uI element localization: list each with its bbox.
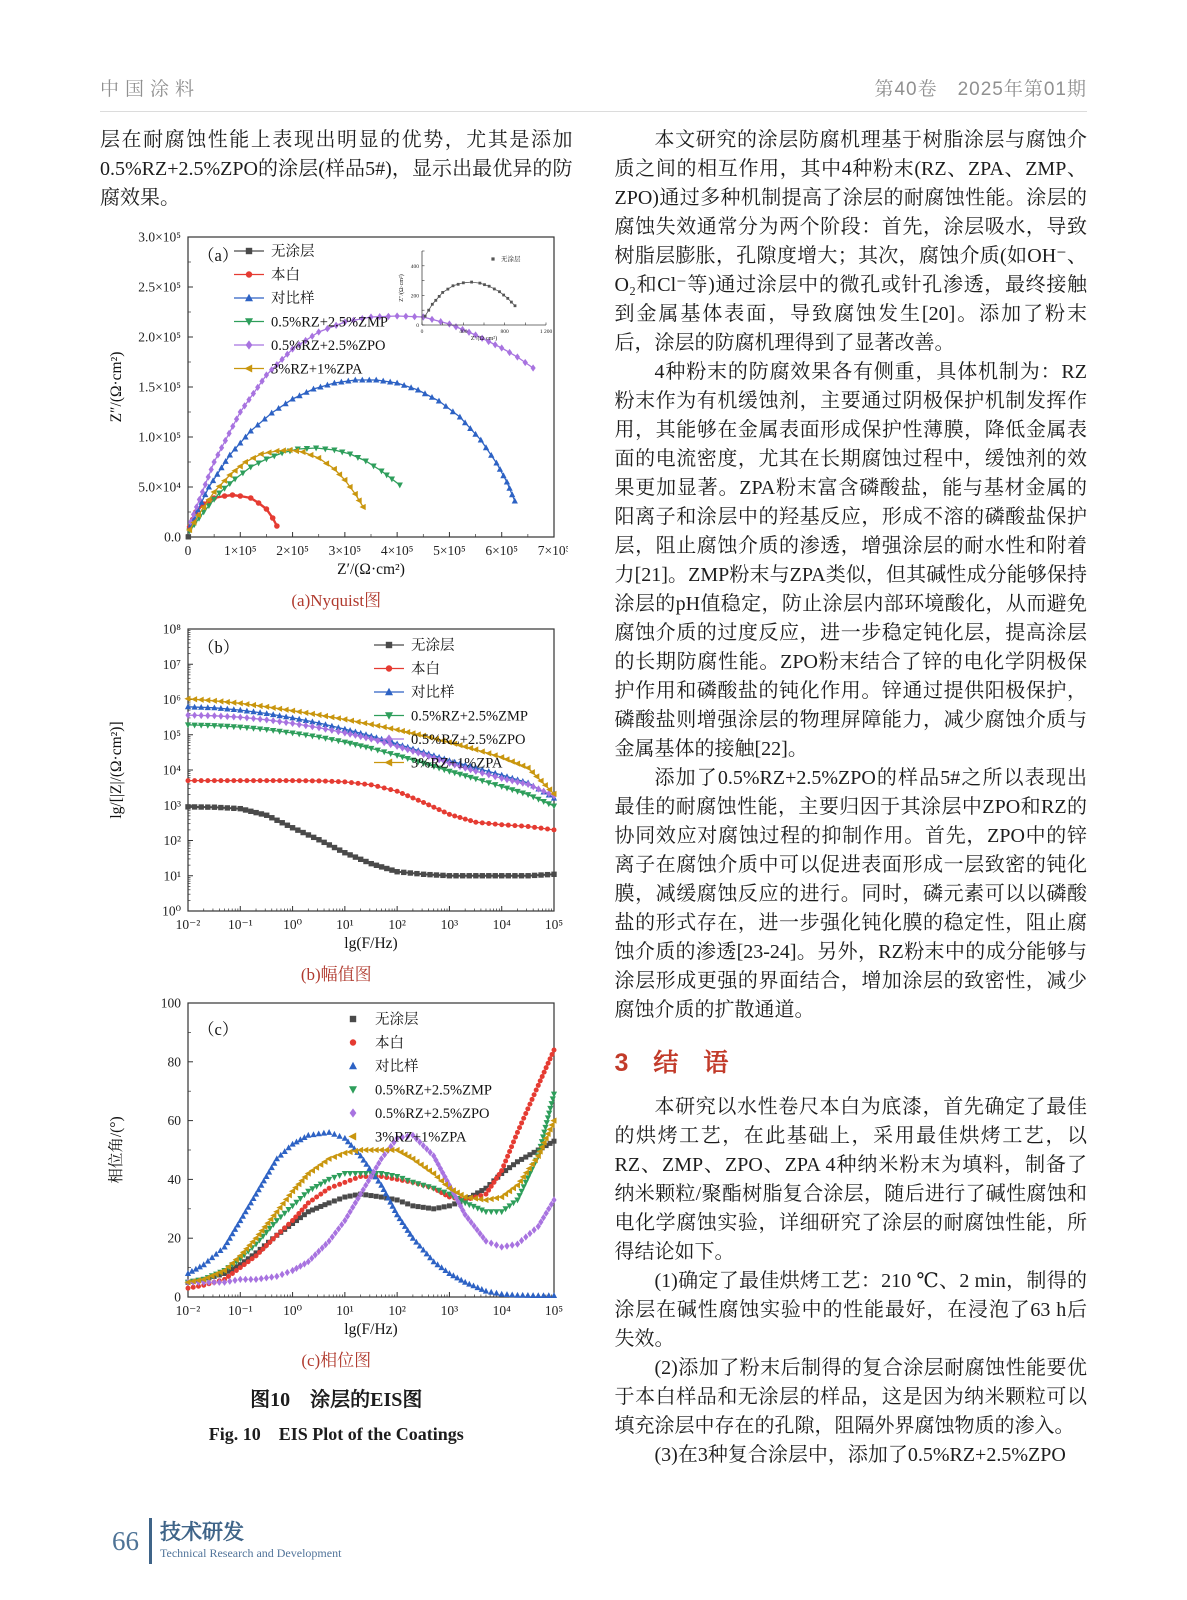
svg-text:10¹: 10¹ <box>336 917 354 932</box>
svg-text:400: 400 <box>459 329 468 335</box>
svg-text:对比样: 对比样 <box>411 684 455 701</box>
svg-text:（c）: （c） <box>198 1020 239 1039</box>
svg-text:10⁴: 10⁴ <box>492 1303 512 1318</box>
right-column <box>615 126 1088 1470</box>
svg-text:80: 80 <box>167 1054 182 1070</box>
figure-eis <box>100 229 573 1446</box>
footer-divider <box>149 1518 152 1564</box>
caption-phase: (c)相位图 <box>301 1351 372 1370</box>
left-column <box>100 126 573 1470</box>
svg-text:lg(F/Hz): lg(F/Hz) <box>344 1321 398 1338</box>
svg-text:3%RZ+1%ZPA: 3%RZ+1%ZPA <box>411 755 503 772</box>
svg-text:lg/[|Z|/(Ω·cm²)]: lg/[|Z|/(Ω·cm²)] <box>108 721 126 819</box>
caption-nyquist: (a)Nyquist图 <box>291 591 382 610</box>
svg-text:10⁻²: 10⁻² <box>175 917 201 932</box>
svg-text:Z′/(Ω·cm²): Z′/(Ω·cm²) <box>471 336 498 342</box>
svg-text:5.0×10⁴: 5.0×10⁴ <box>138 479 182 495</box>
paragraph: 本文研究的涂层防腐机理基于树脂涂层与腐蚀介质之间的相互作用，其中4种粉末(RZ、ZPA、ZMP、ZPO)通过多种机制提高了涂层的耐腐蚀性能。涂层的腐蚀失效通常分为两个阶段：首先，涂层吸水，导致树脂层膨胀，孔隙度增大；其次，腐蚀介质(如OH⁻、O₂和Cl⁻等)通过涂层中的微孔或针孔渗透，最终接触到金属基体表面，导致腐蚀发生[20]。添加了粉末后，涂层的防腐机理得到了显著改善。 <box>614 129 1087 354</box>
svg-text:3%RZ+1%ZPA: 3%RZ+1%ZPA <box>375 1129 467 1146</box>
svg-text:1×10⁵: 1×10⁵ <box>224 543 257 558</box>
svg-text:0.5%RZ+2.5%ZPO: 0.5%RZ+2.5%ZPO <box>271 337 386 354</box>
svg-text:1.5×10⁵: 1.5×10⁵ <box>138 379 182 395</box>
svg-text:200: 200 <box>411 293 420 300</box>
svg-text:0: 0 <box>174 1289 182 1305</box>
svg-text:Z″/(Ω·cm²): Z″/(Ω·cm²) <box>399 274 406 302</box>
chart-magnitude <box>100 621 573 960</box>
svg-text:lg(F/Hz): lg(F/Hz) <box>344 935 398 952</box>
nyquist-plot <box>104 229 568 581</box>
svg-text:0.5%RZ+2.5%ZMP: 0.5%RZ+2.5%ZMP <box>375 1082 493 1099</box>
conclusion-paragraph: (3)在3种复合涂层中，添加了0.5%RZ+2.5%ZPO <box>654 1444 1066 1466</box>
issue-info: 第40卷 2025年第01期 <box>874 79 1087 100</box>
svg-text:无涂层: 无涂层 <box>271 243 315 260</box>
svg-text:10⁻¹: 10⁻¹ <box>228 1303 253 1318</box>
page-header <box>100 74 1087 112</box>
svg-text:10⁻²: 10⁻² <box>175 1303 201 1318</box>
svg-text:0.5%RZ+2.5%ZMP: 0.5%RZ+2.5%ZMP <box>411 708 529 725</box>
svg-text:10⁵: 10⁵ <box>163 727 182 743</box>
svg-text:本白: 本白 <box>411 661 441 678</box>
svg-text:10⁰: 10⁰ <box>283 917 303 932</box>
footer-section-cn: 技术研发 <box>160 1521 244 1544</box>
svg-text:10⁸: 10⁸ <box>163 621 182 637</box>
svg-text:20: 20 <box>167 1230 182 1246</box>
svg-text:400: 400 <box>411 263 420 270</box>
conclusion-paragraph: 本研究以水性卷尺本白为底漆，首先确定了最佳的烘烤工艺，在此基础上，采用最佳烘烤工艺，以RZ、ZMP、ZPO、ZPA 4种纳米粉末为填料，制备了纳米颗粒/聚酯树脂复合涂层，随后进行了碱性腐蚀和电化学腐蚀实验，详细研究了涂层的耐腐蚀性能，所得结论如下。 <box>614 1096 1087 1263</box>
svg-text:3×10⁵: 3×10⁵ <box>328 543 362 558</box>
svg-text:7×10⁵: 7×10⁵ <box>537 543 569 558</box>
svg-text:本白: 本白 <box>271 267 301 284</box>
svg-text:10³: 10³ <box>163 797 182 813</box>
svg-text:Z′/(Ω·cm²): Z′/(Ω·cm²) <box>337 561 406 578</box>
svg-text:3%RZ+1%ZPA: 3%RZ+1%ZPA <box>271 361 363 378</box>
chart-phase <box>100 995 573 1346</box>
content-columns <box>100 126 1087 1470</box>
paragraph: 添加了0.5%RZ+2.5%ZPO的样品5#之所以表现出最佳的耐腐蚀性能，主要归因于其涂层中ZPO和RZ的协同效应对腐蚀过程的抑制作用。首先，ZPO中的锌离子在腐蚀介质中可以促进表面形成一层致密的钝化膜，减缓腐蚀反应的进行。同时，磷元素可以以磷酸盐的形式存在，进一步强化钝化膜的稳定性，阻止腐蚀介质的渗透[23-24]。另外，RZ粉末中的成分能够与涂层形成更强的界面结合，增加涂层的致密性，减少腐蚀介质的扩散通道。 <box>614 767 1087 1021</box>
section-heading: 3 结 语 <box>614 1049 729 1077</box>
svg-text:0.0: 0.0 <box>164 529 182 545</box>
footer-section-en: Technical Research and Development <box>160 1546 342 1560</box>
svg-text:2.5×10⁵: 2.5×10⁵ <box>138 279 182 295</box>
svg-text:相位角/(°): 相位角/(°) <box>108 1116 126 1184</box>
page-footer <box>112 1518 341 1564</box>
svg-text:10⁻¹: 10⁻¹ <box>228 917 253 932</box>
page-number: 66 <box>112 1525 139 1556</box>
svg-text:本白: 本白 <box>375 1035 405 1052</box>
conclusion-paragraph: (2)添加了粉末后制得的复合涂层耐腐蚀性能要优于本白样品和无涂层的样品，这是因为纳米颗粒可以填充涂层中存在的孔隙，阻隔外界腐蚀物质的渗入。 <box>614 1357 1087 1437</box>
svg-text:对比样: 对比样 <box>375 1058 419 1075</box>
svg-text:10¹: 10¹ <box>336 1303 354 1318</box>
journal-name: 中国涂料 <box>100 79 201 100</box>
svg-text:0.5%RZ+2.5%ZPO: 0.5%RZ+2.5%ZPO <box>411 731 526 748</box>
svg-text:10²: 10² <box>163 833 182 848</box>
svg-text:Z″/(Ω·cm²): Z″/(Ω·cm²) <box>108 351 126 423</box>
svg-text:40: 40 <box>167 1171 182 1187</box>
svg-text:10⁴: 10⁴ <box>163 762 182 778</box>
svg-text:无涂层: 无涂层 <box>375 1011 419 1028</box>
svg-text:10¹: 10¹ <box>163 868 182 884</box>
svg-text:100: 100 <box>161 995 182 1011</box>
svg-text:（b）: （b） <box>198 638 240 657</box>
figure-caption-cn: 图10 涂层的EIS图 <box>250 1389 423 1411</box>
intro-paragraph: 层在耐腐蚀性能上表现出明显的优势，尤其是添加0.5%RZ+2.5%ZPO的涂层(样品5#)，显示出最优异的防腐效果。 <box>100 129 573 209</box>
svg-text:3.0×10⁵: 3.0×10⁵ <box>138 229 182 245</box>
conclusion-paragraph: (1)确定了最佳烘烤工艺：210 ℃、2 min，制得的涂层在碱性腐蚀实验中的性能最好，在浸泡了63 h后失效。 <box>614 1270 1087 1350</box>
svg-text:0: 0 <box>184 543 192 558</box>
svg-text:10⁴: 10⁴ <box>492 917 512 932</box>
svg-text:10⁵: 10⁵ <box>545 917 564 932</box>
svg-text:10⁶: 10⁶ <box>163 692 182 707</box>
chart-nyquist <box>100 229 573 586</box>
svg-text:无涂层: 无涂层 <box>411 637 455 654</box>
svg-text:800: 800 <box>500 329 510 335</box>
svg-text:10³: 10³ <box>440 917 459 932</box>
svg-text:10⁷: 10⁷ <box>163 656 182 672</box>
svg-text:无涂层: 无涂层 <box>501 256 521 264</box>
svg-text:5×10⁵: 5×10⁵ <box>433 543 466 558</box>
svg-text:2×10⁵: 2×10⁵ <box>276 543 310 558</box>
svg-text:10⁵: 10⁵ <box>545 1303 564 1318</box>
svg-text:10³: 10³ <box>440 1303 459 1318</box>
magnitude-plot <box>104 621 568 955</box>
figure-caption-en: Fig. 10 EIS Plot of the Coatings <box>208 1424 464 1444</box>
svg-text:0: 0 <box>416 323 420 329</box>
phase-plot <box>104 995 568 1341</box>
svg-text:6×10⁵: 6×10⁵ <box>485 543 519 558</box>
svg-text:（a）: （a） <box>198 246 239 265</box>
svg-text:10²: 10² <box>388 917 407 932</box>
svg-text:60: 60 <box>167 1113 182 1129</box>
svg-text:0: 0 <box>420 329 424 335</box>
svg-text:1.0×10⁵: 1.0×10⁵ <box>138 429 182 445</box>
svg-text:0.5%RZ+2.5%ZPO: 0.5%RZ+2.5%ZPO <box>375 1105 490 1122</box>
footer-section <box>160 1521 341 1561</box>
svg-text:10⁰: 10⁰ <box>283 1303 303 1318</box>
svg-text:10⁰: 10⁰ <box>162 903 182 919</box>
svg-text:10²: 10² <box>388 1303 407 1318</box>
svg-text:4×10⁵: 4×10⁵ <box>381 543 414 558</box>
caption-magnitude: (b)幅值图 <box>300 965 372 984</box>
svg-text:对比样: 对比样 <box>271 290 315 307</box>
svg-text:2.0×10⁵: 2.0×10⁵ <box>138 329 182 345</box>
svg-text:0.5%RZ+2.5%ZMP: 0.5%RZ+2.5%ZMP <box>271 314 389 331</box>
svg-text:1 200: 1 200 <box>540 329 553 335</box>
paragraph: 4种粉末的防腐效果各有侧重，具体机制为：RZ粉末作为有机缓蚀剂，主要通过阴极保护机制发挥作用，其能够在金属表面形成保护性薄膜，降低金属表面的电流密度，尤其在长期腐蚀过程中，缓蚀剂的效果更加显著。ZPA粉末富含磷酸盐，能与基材金属的阳离子和涂层中的羟基反应，形成不溶的磷酸盐保护层，阻止腐蚀介质的渗透，增强涂层的耐水性和附着力[21]。ZMP粉末与ZPA类似，但其碱性成分能够保持涂层的pH值稳定，防止涂层内部环境酸化，从而避免腐蚀介质的过度反应，进一步稳定钝化层，提高涂层的长期防腐性能。ZPO粉末结合了锌的电化学阴极保护作用和磷酸盐的钝化作用。锌通过提供阳极保护，磷酸盐则增强涂层的物理屏障能力，减少腐蚀介质与金属基体的接触[22]。 <box>614 361 1087 760</box>
